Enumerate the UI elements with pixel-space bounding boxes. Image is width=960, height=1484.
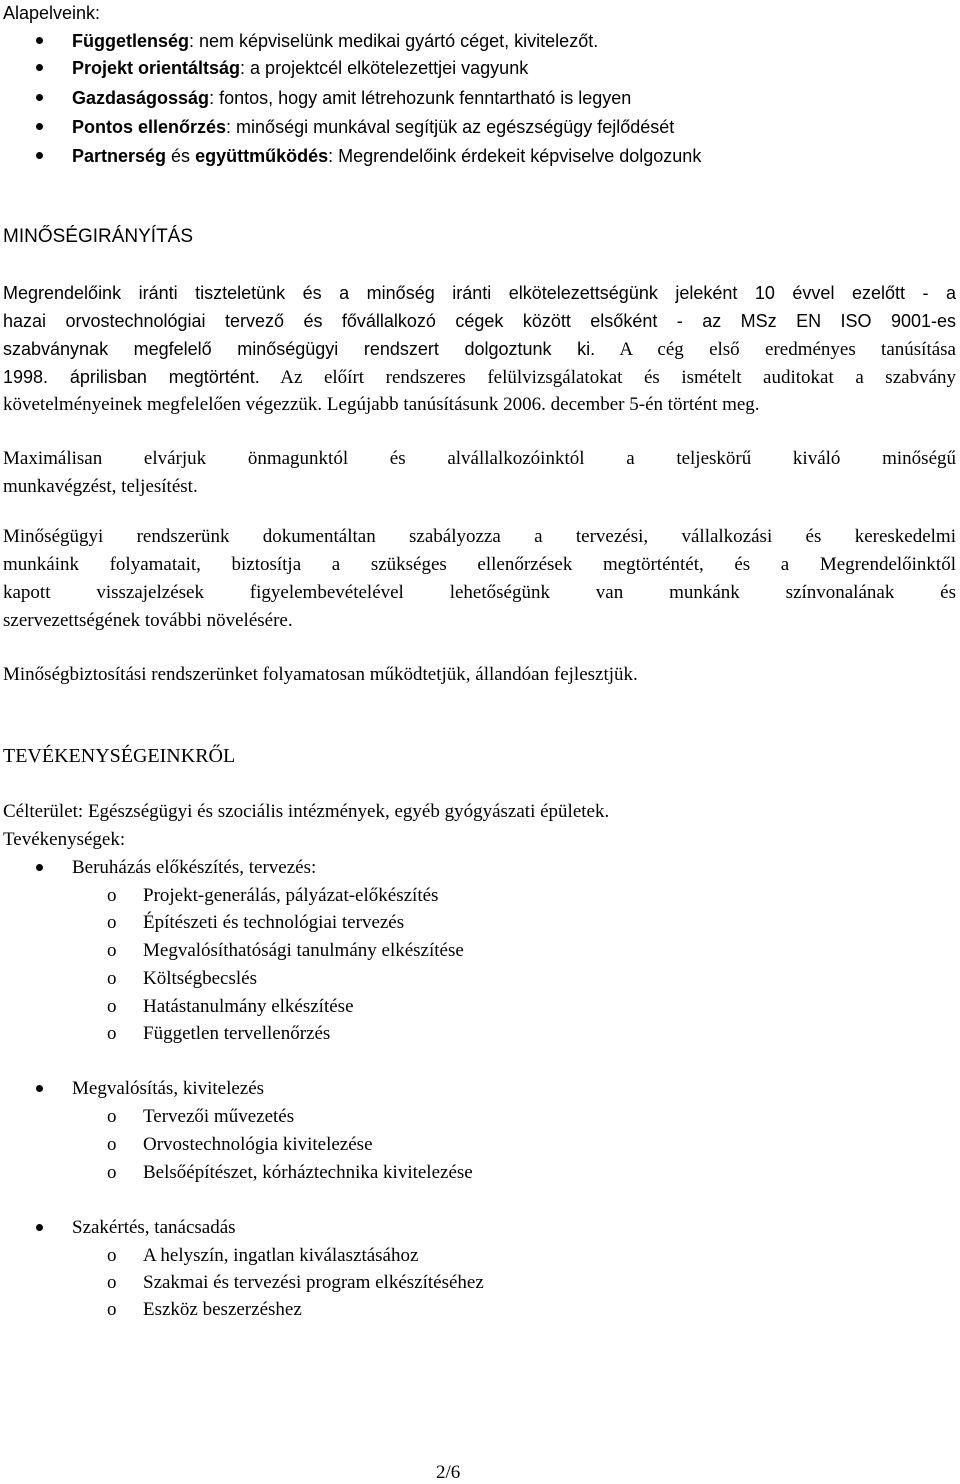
system-paragraph-line: szervezettségének további növelésére. <box>3 610 293 631</box>
quality-heading: MINŐSÉGIRÁNYÍTÁS <box>3 226 194 247</box>
system-paragraph-line: kapott visszajelzések figyelembevételével lehetőségünk van munkánk színvonalának és <box>3 582 956 603</box>
quality-paragraph-line: hazai orvostechnológiai tervező és fővállalkozó cégek között elsőként - az MSz EN ISO 9001-es <box>3 311 956 331</box>
principles-title: Alapelveink: <box>3 3 101 23</box>
expectation-paragraph-line: Maximálisan elvárjuk önmagunktól és alvállalkozóinktól a teljeskörű kiváló minőségű <box>3 448 956 469</box>
expectation-paragraph-line: munkavégzést, teljesítést. <box>3 476 198 497</box>
quality-paragraph-line: szabványnak megfelelő minőségügyi rendszert dolgoztunk ki. A cég első eredményes tanúsítása <box>3 339 956 360</box>
system-paragraph-line: munkáink folyamatait, biztosítja a szükséges ellenőrzések megtörténtét, és a Megrendelőinktől <box>3 554 956 575</box>
activities-label: Tevékenységek: <box>3 829 126 850</box>
page-number: 2/6 <box>436 1462 461 1483</box>
quality-paragraph-line: Megrendelőink iránti tiszteletünk és a minőség iránti elkötelezettségünk jeleként 10 évvel ezelőtt - a <box>3 283 956 303</box>
system-paragraph-line: Minőségügyi rendszerünk dokumentáltan szabályozza a tervezési, vállalkozási és kereskedelmi <box>3 526 956 547</box>
quality-paragraph-line: követelményeinek megfelelően végezzük. Legújabb tanúsításunk 2006. december 5-én történt meg. <box>3 394 760 415</box>
activities-heading: TEVÉKENYSÉGEINKRŐL <box>3 745 236 767</box>
assurance-paragraph: Minőségbiztosítási rendszerünket folyamatosan működtetjük, állandóan fejlesztjük. <box>3 664 638 685</box>
quality-paragraph-line: 1998. áprilisban megtörtént. Az előírt rendszeres felülvizsgálatokat és ismételt auditokat a szabvány <box>3 367 956 388</box>
target-area: Célterület: Egészségügyi és szociális intézmények, egyéb gyógyászati épületek. <box>3 801 610 822</box>
